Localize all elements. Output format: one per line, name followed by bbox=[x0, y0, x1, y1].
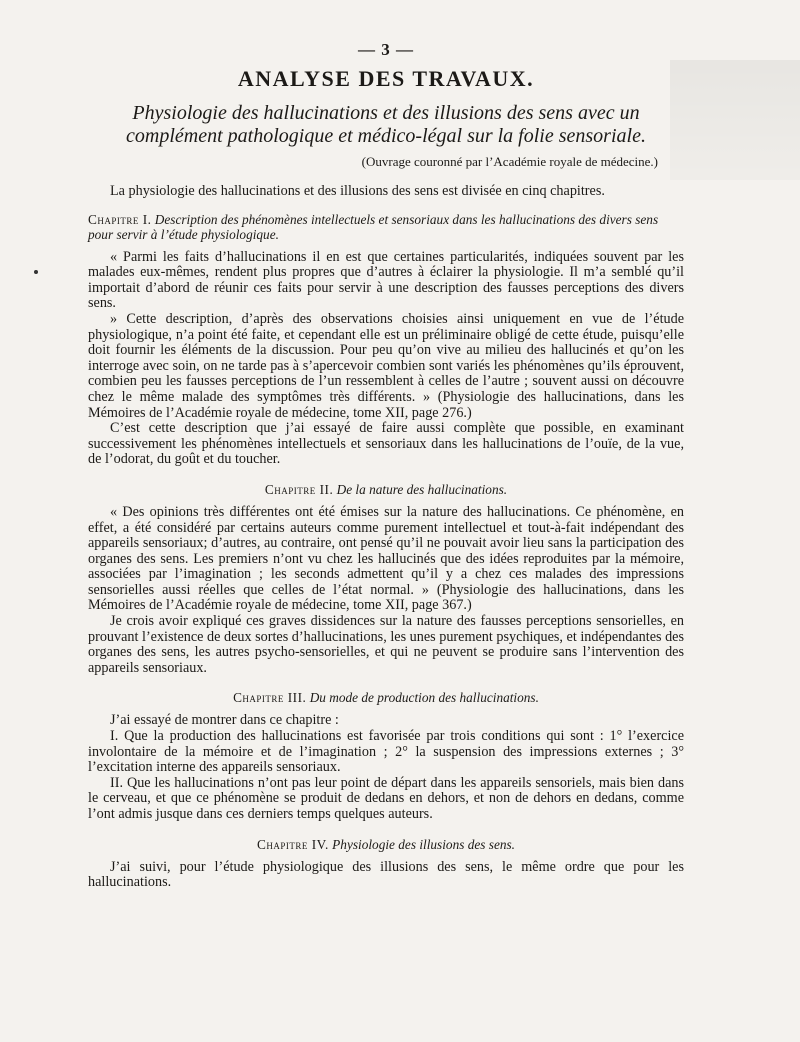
chapter-2-paragraph: « Des opinions très différentes ont été émises sur la nature des hallucinations. Ce phénomène, en effet, a été considéré par certains auteurs comme purement intellectuel et tout-à-fait indépendant des appareils sensoriaux; d’autres, au contraire, ont pensé qu’il ne pouvait avoir lieu sans la participation des organes des sens. Les premiers n’ont vu chez les hallucinés que des idées reproduites par la mémoire, associées par l’imagination ; les seconds admettent qu’il y a chez ces malades des impressions sensorielles aussi réelles que celles de l’état normal. » (Physiologie des hallucinations, dans les Mémoires de l’Académie royale de médecine, tome XII, page 367.) bbox=[88, 503, 684, 614]
page-number: — 3 — bbox=[358, 40, 414, 59]
chapter-2-label: Chapitre II. bbox=[264, 481, 334, 497]
chapter-3-label: Chapitre III. bbox=[233, 690, 307, 706]
chapter-4-paragraph: J’ai suivi, pour l’étude physiologique des illusions des sens, le même ordre que pour les hallucinations. bbox=[88, 858, 684, 891]
chapter-3-paragraph: I. Que la production des hallucinations est favorisée par trois conditions qui sont : 1° l’exercice involontaire de la mémoire et de l’imagination ; 2° la suspension des impressions externes ; 3° l’excitation interne des appareils sensoriaux. bbox=[88, 728, 684, 776]
chapter-1-title: Description des phénomènes intellectuels et sensoriaux dans les hallucinations des divers sens pour servir à l’étude physiologique. bbox=[88, 211, 659, 242]
chapter-1-paragraph: » Cette description, d’après des observations choisies ainsi uniquement en vue de l’étude physiologique, n’a point été faite, et cependant elle est un préliminaire obligé de cette étude, puisqu’elle doit fournir les éléments de la discussion. Pour peu qu’on vive au milieu des hallucinés et qu’on les interroge avec soin, on ne tarde pas à s’apercevoir combien sont variés les phénomènes qu’ils éprouvent, combien peu les fausses perceptions de l’un ressemblent à celles de l’autre ; souvent aussi on découvre chez le même malade des symptômes très différents. » (Physiologie des hallucinations, dans les Mémoires de l’Académie royale de médecine, tome XII, page 276.) bbox=[88, 310, 684, 421]
chapter-2-title: De la nature des hallucinations. bbox=[336, 481, 508, 497]
ink-speck bbox=[34, 270, 38, 274]
page-title: ANALYSE DES TRAVAUX. bbox=[237, 66, 535, 91]
chapter-4-title: Physiologie des illusions des sens. bbox=[332, 836, 515, 852]
chapter-2-paragraph: Je crois avoir expliqué ces graves dissidences sur la nature des fausses perceptions sensorielles, en prouvant l’existence de deux sortes d’hallucinations, les unes purement psychiques, et indépendantes des organes des sens, les autres psycho-sensorielles, et qui ne peuvent se produire sans l’intervention des appareils sensoriaux. bbox=[88, 613, 684, 676]
chapter-3-heading bbox=[88, 690, 684, 705]
chapter-4-label: Chapitre IV. bbox=[257, 836, 329, 852]
chapter-4-heading bbox=[88, 837, 684, 852]
chapter-1-heading bbox=[88, 212, 684, 242]
award-note: (Ouvrage couronné par l’Académie royale de médecine.) bbox=[361, 154, 658, 169]
chapter-3-paragraph: J’ai essayé de montrer dans ce chapitre : bbox=[110, 712, 339, 729]
document-page bbox=[88, 40, 684, 891]
chapter-2-heading bbox=[88, 482, 684, 497]
chapter-1-label: Chapitre I. bbox=[88, 211, 152, 227]
work-subtitle: Physiologie des hallucinations et des illusions des sens avec un complément pathologique et médico-légal sur la folie sensoriale. bbox=[126, 102, 646, 147]
chapter-3-paragraph: II. Que les hallucinations n’ont pas leur point de départ dans les appareils sensoriels, mais bien dans le cerveau, et que ce phénomène se produit de dedans en dehors, et non de dehors en dedans, comme l’ont admis jusque dans ces derniers temps quelques auteurs. bbox=[88, 774, 684, 822]
chapter-1-paragraph: « Parmi les faits d’hallucinations il en est que certaines particularités, indiquées souvent par les malades eux-mêmes, rendent plus propres que d’autres à éclairer la physiologie. Il m’a semblé qu’il importait d’abord de réunir ces faits pour servir à une description des fausses perceptions des divers sens. bbox=[88, 248, 684, 312]
show-through-shadow bbox=[670, 60, 800, 180]
intro-paragraph: La physiologie des hallucinations et des illusions des sens est divisée en cinq chapitres. bbox=[110, 183, 605, 199]
chapter-1-paragraph: C’est cette description que j’ai essayé de faire aussi complète que possible, en examinant successivement les phénomènes intellectuels et sensoriaux dans les hallucinations de l’ouïe, de la vue, de l’odorat, du goût et du toucher. bbox=[88, 420, 684, 468]
chapter-3-title: Du mode de production des hallucinations. bbox=[309, 690, 539, 706]
